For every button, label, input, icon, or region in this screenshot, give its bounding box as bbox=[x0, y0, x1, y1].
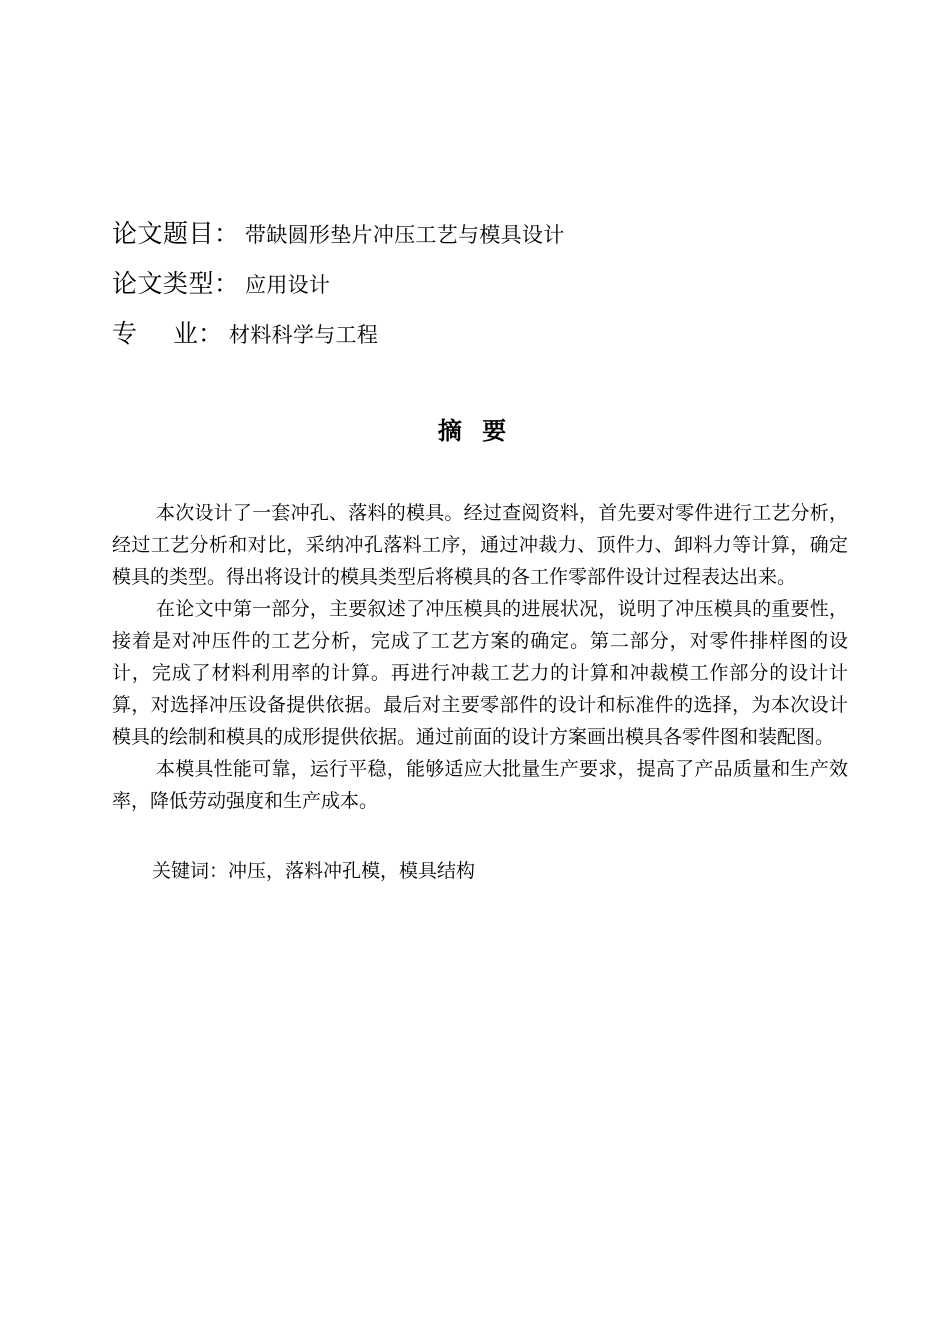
major-value: 材料科学与工程 bbox=[229, 323, 379, 347]
abstract-paragraph-3: 本模具性能可靠，运行平稳，能够适应大批量生产要求，提高了产品质量和生产效率，降低劳动强度和生产成本。 bbox=[112, 758, 848, 812]
thesis-type-value: 应用设计 bbox=[245, 273, 331, 297]
thesis-type-separator: ： bbox=[214, 269, 240, 298]
major-label: 专 业 bbox=[112, 319, 198, 348]
abstract-paragraph-2: 在论文中第一部分，主要叙述了冲压模具的进展状况，说明了冲压模具的重要性，接着是对冲压件的工艺分析，完成了工艺方案的确定。第二部分，对零件排样图的设计，完成了材料利用率的计算。再进行冲裁工艺力的计算和冲裁模工作部分的设计计算，对选择冲压设备提供依据。最后对主要零部件的设计和标准件的选择，为本次设计模具的绘制和模具的成形提供依据。通过前面的设计方案画出模具各零件图和装配图。 bbox=[112, 598, 848, 748]
abstract-heading: 摘 要 bbox=[437, 417, 513, 445]
major-separator: ： bbox=[198, 319, 224, 348]
thesis-title-label: 论文题目 bbox=[112, 219, 215, 248]
abstract-paragraph-1: 本次设计了一套冲孔、落料的模具。经过查阅资料，首先要对零件进行工艺分析，经过工艺分析和对比，采纳冲孔落料工序，通过冲裁力、顶件力、卸料力等计算，确定模具的类型。得出将设计的模具类型后将模具的各工作零部件设计过程表达出来。 bbox=[112, 502, 848, 588]
keywords-row bbox=[152, 862, 475, 881]
thesis-type-row bbox=[112, 271, 330, 296]
thesis-title-row bbox=[112, 221, 565, 246]
keywords-value: 冲压，落料冲孔模，模具结构 bbox=[228, 860, 476, 882]
abstract-body bbox=[112, 497, 848, 817]
major-row bbox=[112, 321, 378, 346]
thesis-type-label: 论文类型 bbox=[112, 269, 215, 298]
thesis-title-value: 带缺圆形垫片冲压工艺与模具设计 bbox=[245, 223, 565, 247]
thesis-title-separator: ： bbox=[214, 219, 240, 248]
keywords-label: 关键词： bbox=[152, 860, 229, 882]
